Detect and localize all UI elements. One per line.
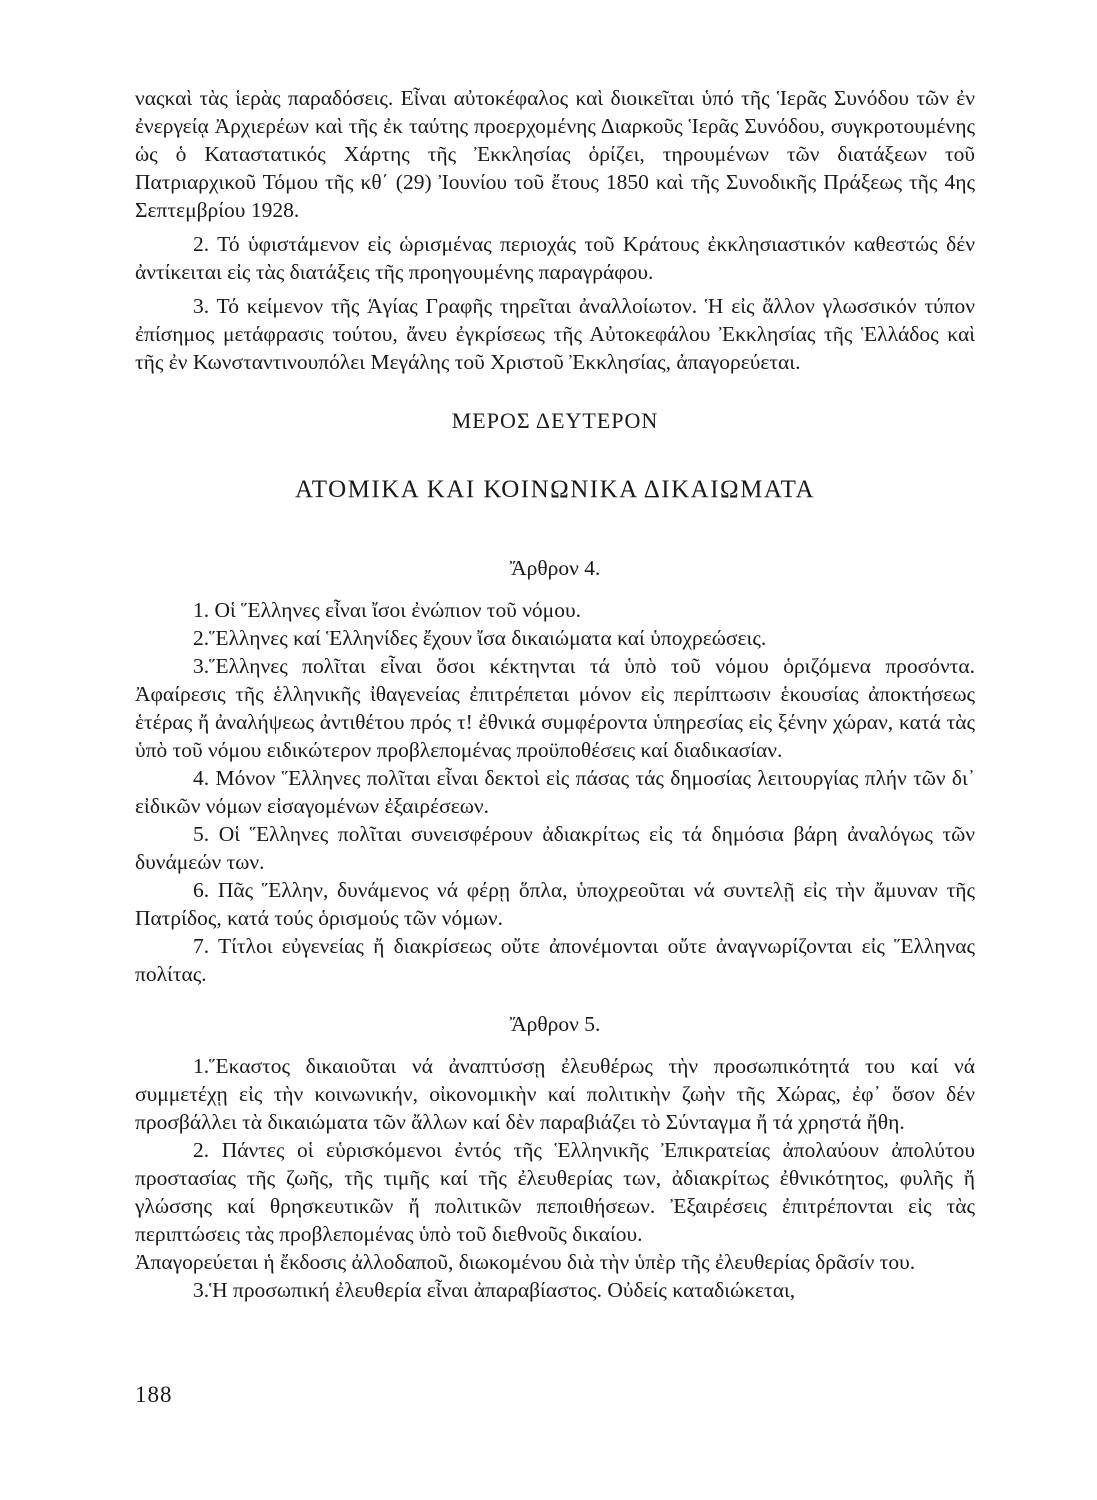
article-4-paragraph-5: 5. Οἱ Ἕλληνες πολῖται συνεισφέρουν ἀδιακρίτως εἰς τά δημόσια βάρη ἀναλόγως τῶν δυνάμεών των.	[135, 822, 975, 874]
article-4-paragraph-7: 7. Τίτλοι εὐγενείας ἤ διακρίσεως οὔτε ἀπονέμονται οὔτε ἀναγνωρίζονται εἰς Ἕλληνας πολίτας.	[135, 934, 975, 986]
part-title: ΜΕΡΟΣ ΔΕΥΤΕΡΟΝ	[451, 408, 659, 433]
article-5-paragraph-1: 1.Ἕκαστος δικαιοῦται νά ἀναπτύσσῃ ἐλευθέρως τὴν προσωπικότητά του καί νά συμμετέχῃ εἰς τὴν κοινωνικήν, οἰκονομικὴν καί πολιτικὴν ζωὴν τῆς Χώρας, ἐφ᾿ ὅσον δέν προσβάλλει τὰ δικαιώματα τῶν ἄλλων καί δὲν παραβιάζει τὸ Σύνταγμα ἤ τά χρηστά ἤθη.	[135, 1054, 975, 1134]
article-4-paragraph-1: 1. Οἱ Ἕλληνες εἶναι ἴσοι ἐνώπιον τοῦ νόμου.	[193, 598, 581, 622]
article-5-title: Ἄρθρον 5.	[509, 1012, 601, 1036]
article-4-paragraph-4: 4. Μόνον Ἕλληνες πολῖται εἶναι δεκτοὶ εἰς πάσας τάς δημοσίας λειτουργίας πλήν τῶν δι᾿ εἰδικῶν νόμων εἰσαγομένων ἐξαιρέσεων.	[135, 766, 975, 818]
article-4-title: Ἄρθρον 4.	[509, 556, 601, 580]
document-page	[135, 84, 975, 1304]
continuation-paragraph-1: ναςκαὶ τὰς ἱερὰς παραδόσεις. Εἶναι αὐτοκέφαλος καὶ διοικεῖται ὑπό τῆς Ἱερᾶς Συνόδου τῶν ἐν ἐνεργείᾳ Ἀρχιερέων καὶ τῆς ἐκ ταύτης προερχομένης Διαρκοῦς Ἱερᾶς Συνόδου, συγκροτουμένης ὡς ὁ Καταστατικός Χάρτης τῆς Ἐκκλησίας ὁρίζει, τηρουμένων τῶν διατάξεων τοῦ Πατριαρχικοῦ Τόμου τῆς κθ΄ (29) Ἰουνίου τοῦ ἔτους 1850 καὶ τῆς Συνοδικῆς Πράξεως τῆς 4ης Σεπτεμβρίου 1928.	[135, 86, 975, 222]
article-5-paragraph-3: 3.Ἡ προσωπική ἐλευθερία εἶναι ἀπαραβίαστος. Οὐδείς καταδιώκεται,	[193, 1278, 796, 1302]
article-4-paragraph-6: 6. Πᾶς Ἕλλην, δυνάμενος νά φέρῃ ὅπλα, ὑποχρεοῦται νά συντελῇ εἰς τὴν ἄμυναν τῆς Πατρίδος, κατά τούς ὁρισμούς τῶν νόμων.	[135, 878, 975, 930]
article-4-paragraph-2: 2.Ἕλληνες καί Ἑλληνίδες ἔχουν ἴσα δικαιώματα καί ὑποχρεώσεις.	[193, 626, 767, 650]
article-4-paragraph-3: 3.Ἕλληνες πολῖται εἶναι ὅσοι κέκτηνται τά ὑπὸ τοῦ νόμου ὁριζόμενα προσόντα. Ἀφαίρεσις τῆς ἑλληνικῆς ἰθαγενείας ἐπιτρέπεται μόνον εἰς περίπτωσιν ἑκουσίας ἀποκτήσεως ἑτέρας ἤ ἀναλήψεως ἀντιθέτου πρός τ! ἐθνικά συμφέροντα ὑπηρεσίας εἰς ξένην χώραν, κατά τὰς ὑπὸ τοῦ νόμου ειδικώτερον προβλεπομένας προϋποθέσεις καί διαδικασίαν.	[135, 654, 975, 762]
page-number: 188	[135, 1382, 173, 1407]
article-5-paragraph-2b: Ἀπαγορεύεται ἡ ἔκδοσις ἀλλοδαποῦ, διωκομένου διὰ τὴν ὑπὲρ τῆς ἐλευθερίας δρᾶσίν του.	[135, 1250, 916, 1274]
section-title: ΑΤΟΜΙΚΑ ΚΑΙ ΚΟΙΝΩΝΙΚΑ ΔΙΚΑΙΩΜΑΤΑ	[295, 476, 815, 503]
continuation-paragraph-2: 2. Τό ὑφιστάμενον εἰς ὡρισμένας περιοχάς τοῦ Κράτους ἐκκλησιαστικόν καθεστώς δέν ἀντίκειται εἰς τὰς διατάξεις τῆς προηγουμένης παραγράφου.	[135, 232, 975, 284]
continuation-paragraph-3: 3. Τό κείμενον τῆς Ἁγίας Γραφῆς τηρεῖται ἀναλλοίωτον. Ἡ εἰς ἄλλον γλωσσικόν τύπον ἐπίσημος μετάφρασις τούτου, ἄνευ ἐγκρίσεως τῆς Αὐτοκεφάλου Ἐκκλησίας τῆς Ἑλλάδος καὶ τῆς ἐν Κωνσταντινουπόλει Μεγάλης τοῦ Χριστοῦ Ἐκκλησίας, ἀπαγορεύεται.	[135, 294, 975, 374]
article-5-paragraph-2: 2. Πάντες οἱ εὑρισκόμενοι ἐντός τῆς Ἑλληνικῆς Ἐπικρατείας ἀπολαύουν ἀπολύτου προστασίας τῆς ζωῆς, τῆς τιμῆς καί τῆς ἐλευθερίας των, ἀδιακρίτως ἐθνικότητος, φυλῆς ἤ γλώσσης καί θρησκευτικῶν ἤ πολιτικῶν πεποιθήσεων. Ἐξαιρέσεις ἐπιτρέπονται εἰς τὰς περιπτώσεις τὰς προβλεπομένας ὑπὸ τοῦ διεθνοῦς δικαίου.	[135, 1138, 975, 1246]
